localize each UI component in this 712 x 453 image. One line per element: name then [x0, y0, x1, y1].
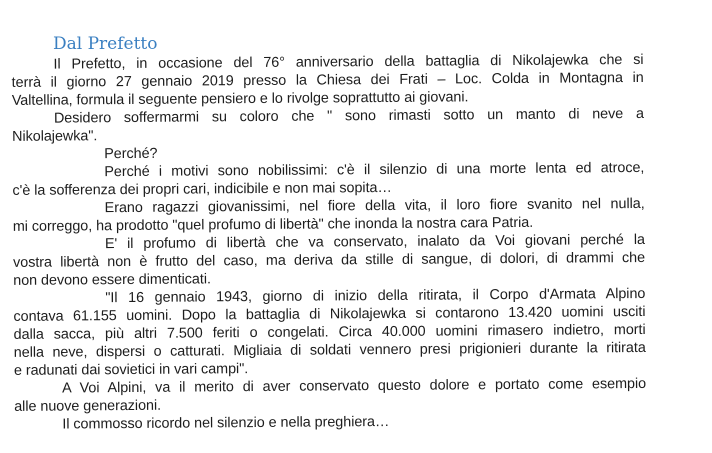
text-line: "Il 16 gennaio 1943, giorno di inizio della ritirata, il Corpo d'Armata Alpino — [105, 285, 646, 307]
text-line: contava 61.155 uomini. Dopo la battaglia di Nikolajewka si contarono 13.420 uomini usciti — [13, 303, 646, 325]
text-line: vostra libertà non è frutto del caso, ma deriva da stille di sangue, di dolori, di drammi che — [13, 249, 646, 271]
text-line: nella neve, dispersi o catturati. Migliaia di soldati vennero presi prigionieri durante la ritirata — [13, 339, 646, 361]
text-line: Il Prefetto, in occasione del 76° anniversario della battaglia di Nikolajewka che si — [53, 51, 644, 73]
text-line: Valtellina, formula il seguente pensiero e lo rivolge soprattutto ai giovani. — [11, 89, 469, 109]
text-line: dalla sacca, più altri 7.500 feriti o congelati. Circa 40.000 uomini rimasero indietro, morti — [13, 321, 646, 343]
text-line: Desidero soffermarmi su coloro che " sono rimasti sotto un manto di neve a — [53, 105, 644, 127]
text-line: mi correggo, ha prodotto "quel profumo di libertà" che inonda la nostra cara Patria. — [12, 214, 534, 235]
text-line: c'è la sofferenza dei propri cari, indicibile e non mai sopita… — [12, 179, 392, 199]
text-line: Erano ragazzi giovanissimi, nel fiore della vita, il loro fiore svanito nel nulla, — [104, 195, 645, 217]
text-line: Nikolajewka". — [12, 128, 98, 145]
text-line: E' il profumo di libertà che va conservato, inalato da Voi giovani perché la — [104, 231, 645, 253]
text-line: e radunati dai sovietici in vari campi". — [13, 361, 249, 379]
text-line: terrà il giorno 27 gennaio 2019 presso la Chiesa dei Frati – Loc. Colda in Montagna in — [11, 69, 644, 91]
text-line: A Voi Alpini, va il merito di aver conservato questo dolore e portato come esempio — [61, 375, 647, 397]
page-title: Dal Prefetto — [53, 34, 158, 54]
text-line: Il commosso ricordo nel silenzio e nella preghiera… — [62, 413, 390, 433]
text-line: Perché? — [104, 145, 158, 163]
text-line: non devono essere dimenticati. — [13, 271, 211, 289]
text-line: alle nuove generazioni. — [14, 397, 162, 415]
text-line: Perché i motivi sono nobilissimi: c'è il silenzio di una morte lenta ed atroce, — [104, 159, 645, 181]
